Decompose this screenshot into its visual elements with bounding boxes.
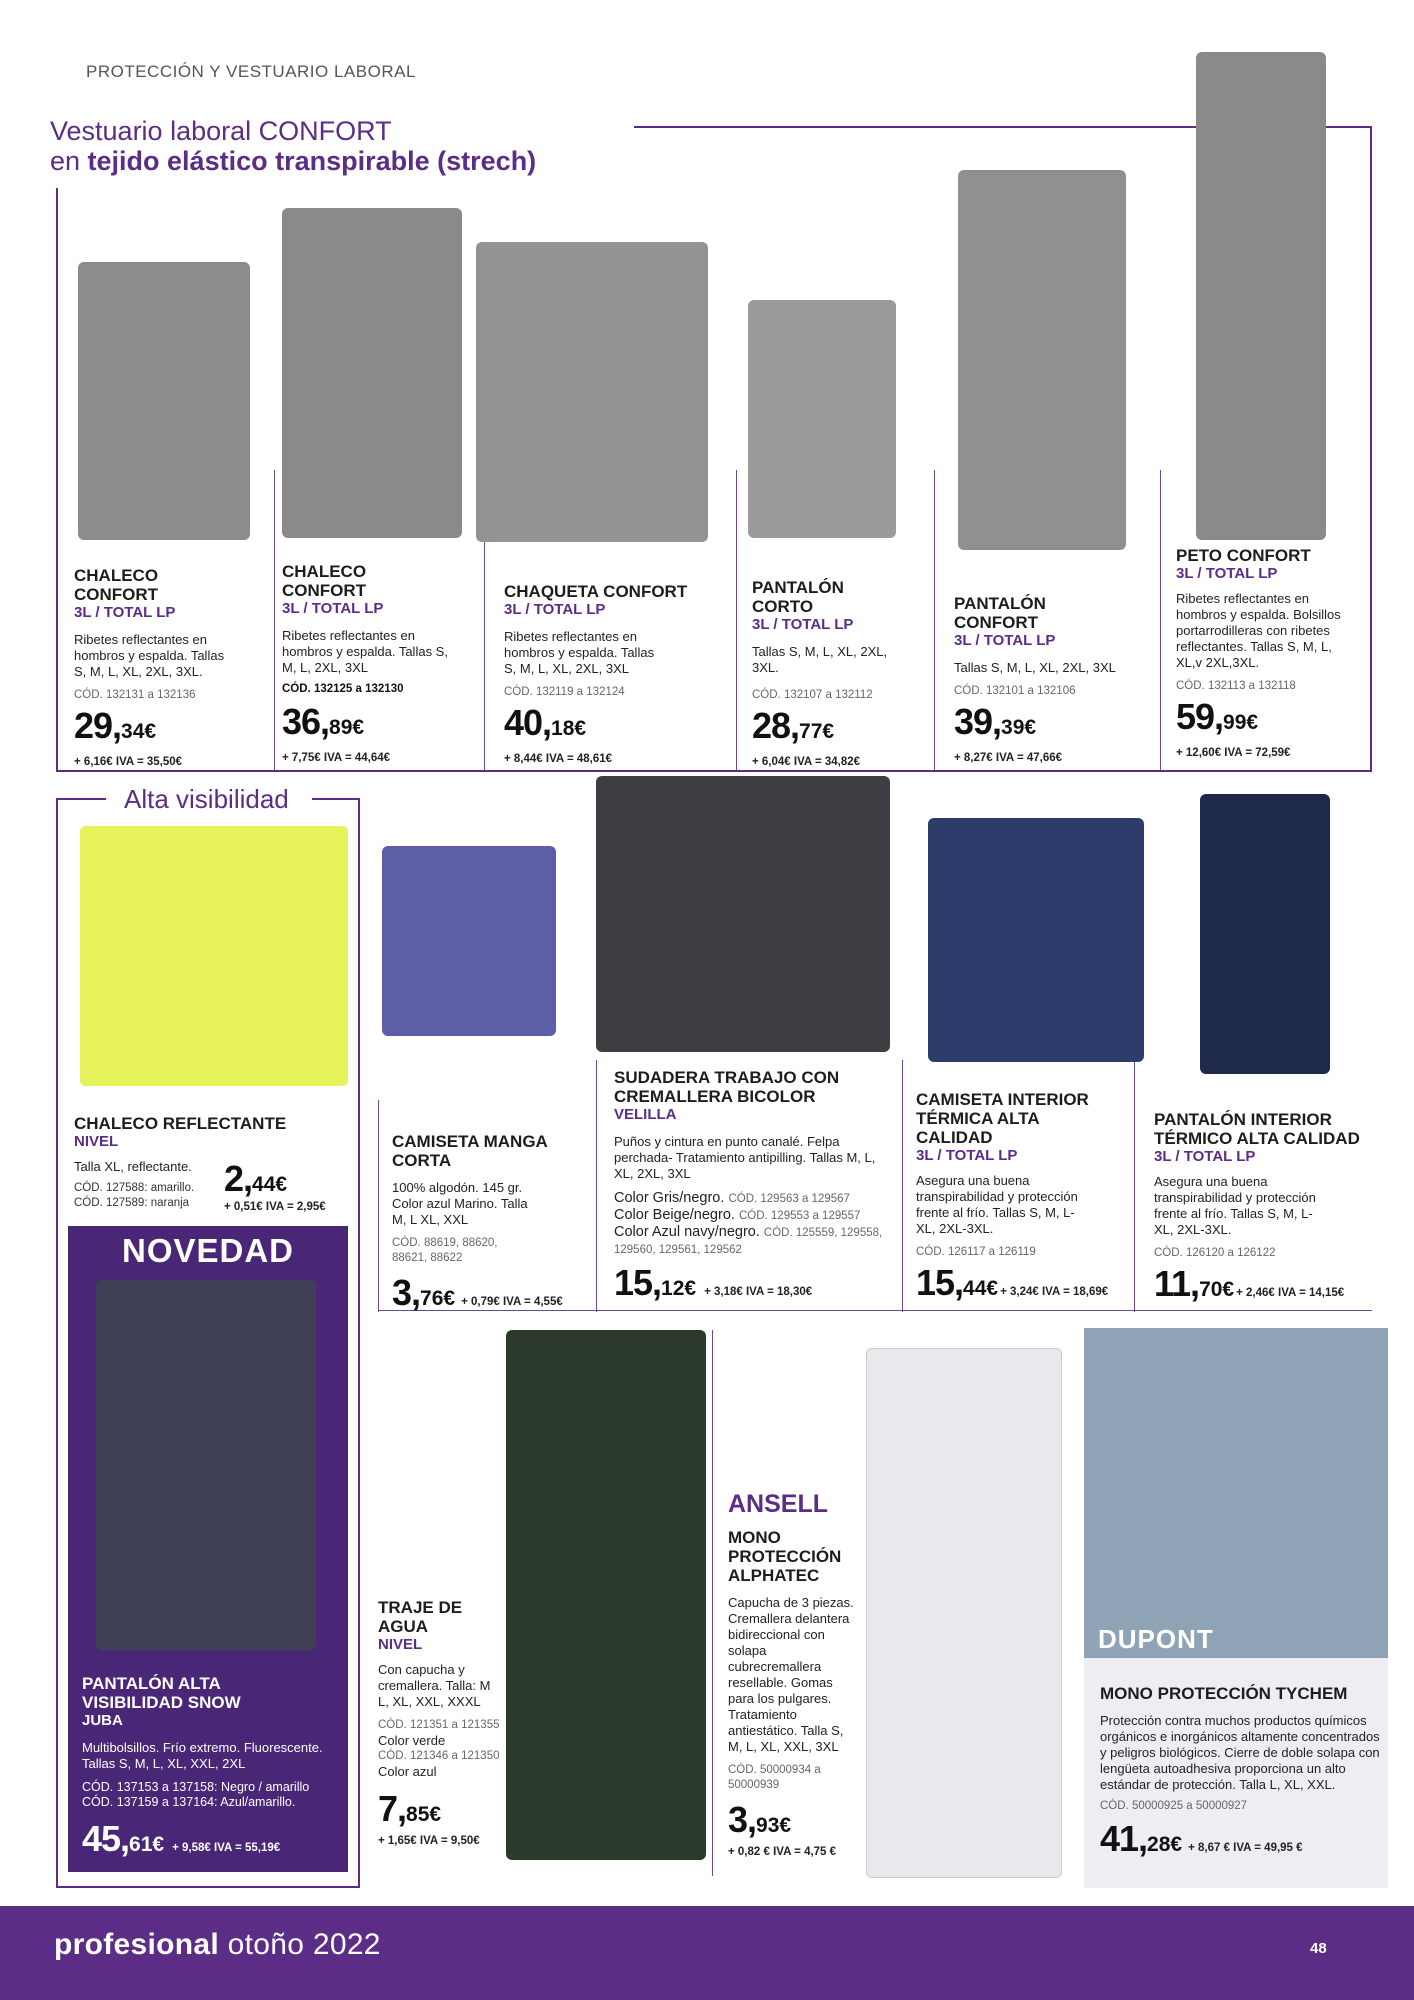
product-price: 59,99€ xyxy=(1176,696,1259,737)
product-iva: + 6,16€ IVA = 35,50€ xyxy=(74,756,183,768)
product-iva: + 0,79€ IVA = 4,55€ xyxy=(461,1296,563,1308)
page-number: 48 xyxy=(1310,1940,1327,1957)
chaleco-confort-image xyxy=(78,262,250,540)
product-price: 15,44€ xyxy=(916,1262,999,1303)
divider xyxy=(596,1060,597,1312)
footer-brand: profesional xyxy=(54,1928,219,1961)
product-desc: Ribetes reflectantes en hombros y espalda. Tallas S, M, L, XL, 2XL, 3XL. xyxy=(74,632,225,679)
product-pantalon-interior xyxy=(1154,1110,1374,1309)
novedad-label: NOVEDAD xyxy=(121,1232,295,1269)
chaqueta-confort-image xyxy=(476,242,708,542)
product-name: CAMISETA MANGA CORTA xyxy=(392,1132,548,1170)
product-desc: 100% algodón. 145 gr. Color azul Marino. Talla M, L XL, XXL xyxy=(392,1180,528,1227)
product-iva: + 0,82 € IVA = 4,75 € xyxy=(728,1846,837,1858)
product-brand: 3L / TOTAL LP xyxy=(954,632,1056,649)
alta-frame-bottom xyxy=(56,1886,360,1888)
product-name: SUDADERA TRABAJO CON CREMALLERA BICOLOR xyxy=(614,1068,840,1106)
product-price: 45,61€ xyxy=(82,1818,165,1859)
product-name: MONO PROTECCIÓN ALPHATEC xyxy=(728,1528,842,1585)
product-iva: + 7,75€ IVA = 44,64€ xyxy=(282,752,391,764)
product-chaleco-confort-2 xyxy=(282,562,478,765)
product-code: CÓD. 50000925 a 50000927 xyxy=(1100,1800,1248,1812)
product-iva: + 2,46€ IVA = 14,15€ xyxy=(1236,1287,1345,1299)
product-iva: + 8,27€ IVA = 47,66€ xyxy=(954,752,1063,764)
product-code: CÓD. 132101 a 132106 xyxy=(954,685,1076,697)
product-sudadera xyxy=(614,1068,904,1308)
mono-alphatec-image xyxy=(866,1348,1062,1878)
product-desc: Tallas S, M, L, XL, 2XL, 3XL. xyxy=(752,644,888,675)
product-name: PANTALÓN CORTO xyxy=(752,578,844,616)
product-desc: Asegura una buena transpirabilidad y protección frente al frío. Tallas S, M, L-XL, 2XL-3XL. xyxy=(1154,1174,1316,1237)
product-price: 41,28€ xyxy=(1100,1818,1183,1859)
product-iva: + 12,60€ IVA = 72,59€ xyxy=(1176,747,1291,759)
product-chaleco-confort xyxy=(74,566,270,769)
product-desc: Ribetes reflectantes en hombros y espalda. Tallas S, M, L, 2XL, 3XL xyxy=(282,628,448,675)
title-line-2: en tejido elástico transpirable (strech) xyxy=(50,146,537,176)
color-row-2: Color Beige/negro. CÓD. 129553 a 129557 xyxy=(614,1207,861,1223)
product-name: CHALECO CONFORT xyxy=(74,566,159,604)
product-pantalon-snow xyxy=(82,1674,342,1864)
product-brand: 3L / TOTAL LP xyxy=(504,601,606,618)
product-price: 40,18€ xyxy=(504,702,587,743)
product-desc: Capucha de 3 piezas. Cremallera delantera bidireccional con solapa cubrecremallera resellable. Gomas para los pulgares. Tratamiento antiestático. Talla S, M, L, XL, XXL, 3XL xyxy=(728,1595,854,1754)
product-price: 29,34€ xyxy=(74,705,157,746)
alta-frame-right xyxy=(358,798,360,1888)
product-color-1: Color verde xyxy=(378,1733,446,1748)
mono-tychem-image xyxy=(1084,1328,1388,1658)
divider xyxy=(934,470,935,770)
camiseta-interior-image xyxy=(928,818,1144,1062)
divider xyxy=(378,1100,379,1312)
title-bold: tejido elástico transpirable (strech) xyxy=(87,146,537,176)
frame-right-line xyxy=(1370,126,1372,772)
product-desc: Con capucha y cremallera. Talla: M L, XL, XXL, XXXL xyxy=(378,1662,491,1709)
chaleco-reflectante-image xyxy=(80,826,348,1086)
product-desc: Ribetes reflectantes en hombros y espalda. Bolsillos portarrodilleras con ribetes reflectantes. Tallas S, M, L, XL,v 2XL,3XL. xyxy=(1176,591,1341,670)
product-iva: + 3,24€ IVA = 18,69€ xyxy=(1000,1286,1109,1298)
product-price: 39,39€ xyxy=(954,701,1037,742)
alta-frame-top-right xyxy=(312,798,360,800)
product-name: CHALECO REFLECTANTE xyxy=(74,1114,287,1133)
product-desc: Asegura una buena transpirabilidad y protección frente al frío. Tallas S, M, L-XL, 2XL-3XL. xyxy=(916,1173,1078,1236)
product-brand: VELILLA xyxy=(614,1106,677,1123)
pantalon-confort-image xyxy=(958,170,1126,550)
product-desc: Puños y cintura en punto canalé. Felpa perchada- Tratamiento antipilling. Tallas M, L, XL, 2XL, 3XL xyxy=(614,1134,876,1181)
divider xyxy=(1160,470,1161,770)
product-brand: JUBA xyxy=(82,1712,123,1729)
product-brand: 3L / TOTAL LP xyxy=(74,604,176,621)
product-name: PETO CONFORT xyxy=(1176,546,1311,565)
product-name: PANTALÓN CONFORT xyxy=(954,594,1046,632)
section-header: PROTECCIÓN Y VESTUARIO LABORAL xyxy=(86,62,416,81)
product-code-2: CÓD. 127589: naranja xyxy=(74,1197,190,1209)
product-iva: + 1,65€ IVA = 9,50€ xyxy=(378,1835,480,1847)
product-name: TRAJE DE AGUA xyxy=(378,1598,463,1636)
color-row-1: Color Gris/negro. CÓD. 129563 a 129567 xyxy=(614,1190,850,1206)
product-code-2: CÓD. 137159 a 137164: Azul/amarillo. xyxy=(82,1795,296,1809)
frame-left-line xyxy=(56,188,58,772)
product-code: CÓD. 132125 a 132130 xyxy=(282,683,404,695)
product-code: CÓD. 132119 a 132124 xyxy=(504,686,625,698)
product-brand: 3L / TOTAL LP xyxy=(1176,565,1278,582)
product-brand: 3L / TOTAL LP xyxy=(1154,1148,1256,1165)
brand-label: ANSELL xyxy=(728,1490,828,1518)
product-peto-confort xyxy=(1176,546,1366,760)
product-code: CÓD. 132113 a 132118 xyxy=(1176,680,1296,692)
product-code-1: CÓD. 137153 a 137158: Negro / amarillo xyxy=(82,1780,310,1794)
product-code: CÓD. 50000934 a 50000939 xyxy=(728,1764,821,1791)
product-iva: + 6,04€ IVA = 34,82€ xyxy=(752,756,861,768)
product-camiseta-manga-corta xyxy=(392,1132,588,1318)
pantalon-snow-image xyxy=(96,1280,316,1650)
peto-confort-image xyxy=(1196,52,1326,540)
title-line-1: Vestuario laboral CONFORT xyxy=(50,116,392,146)
product-camiseta-interior xyxy=(916,1090,1140,1308)
product-iva: + 9,58€ IVA = 55,19€ xyxy=(172,1842,281,1854)
chaleco-reflectante-iva: + 0,51€ IVA = 2,95€ xyxy=(224,1201,326,1213)
alta-visibilidad-label: Alta visibilidad xyxy=(118,784,295,815)
product-brand: 3L / TOTAL LP xyxy=(282,600,384,617)
pantalon-interior-image xyxy=(1200,794,1330,1074)
color-row-3: Color Azul navy/negro. CÓD. 125559, 129558, 129560, 129561, 129562 xyxy=(614,1224,883,1256)
product-name: PANTALÓN ALTA VISIBILIDAD SNOW xyxy=(82,1674,241,1712)
product-chaqueta-confort xyxy=(504,582,724,766)
product-price: 15,12€ xyxy=(614,1262,697,1303)
product-color-2: Color azul xyxy=(378,1764,437,1779)
alta-frame-top-left xyxy=(56,798,106,800)
product-chaleco-reflectante xyxy=(74,1114,354,1211)
chaleco-confort-2-image xyxy=(282,208,462,538)
product-desc: Ribetes reflectantes en hombros y espalda. Tallas S, M, L, XL, 2XL, 3XL xyxy=(504,629,655,676)
chaleco-reflectante-price: 2,44€ xyxy=(224,1158,288,1199)
product-code-1: CÓD. 127588: amarillo. xyxy=(74,1182,195,1194)
product-pantalon-confort xyxy=(954,594,1150,765)
product-code: CÓD. 88619, 88620, 88621, 88622 xyxy=(392,1237,498,1264)
divider xyxy=(736,470,737,770)
product-mono-alphatec xyxy=(728,1490,868,1859)
camiseta-manga-corta-image xyxy=(382,846,556,1036)
divider xyxy=(712,1330,713,1876)
pantalon-corto-image xyxy=(748,300,896,538)
footer-title xyxy=(54,1928,381,1962)
product-price: 28,77€ xyxy=(752,705,835,746)
product-code: CÓD. 132107 a 132112 xyxy=(752,689,873,701)
page-title xyxy=(50,116,536,176)
product-name: MONO PROTECCIÓN TYCHEM xyxy=(1100,1684,1348,1703)
product-iva: + 8,67 € IVA = 49,95 € xyxy=(1188,1842,1303,1854)
alta-frame-left xyxy=(56,798,58,1888)
product-name: CHAQUETA CONFORT xyxy=(504,582,688,601)
product-traje-agua xyxy=(378,1598,508,1848)
product-price: 3,93€ xyxy=(728,1799,792,1840)
product-code-1: CÓD. 121351 a 121355 xyxy=(378,1719,500,1731)
product-price: 11,70€ xyxy=(1154,1263,1235,1304)
product-mono-tychem xyxy=(1100,1684,1380,1864)
product-name: PANTALÓN INTERIOR TÉRMICO ALTA CALIDAD xyxy=(1154,1110,1360,1148)
product-desc: Tallas S, M, L, XL, 2XL, 3XL xyxy=(954,660,1116,675)
product-desc: Talla XL, reflectante. xyxy=(74,1159,192,1174)
product-iva: + 8,44€ IVA = 48,61€ xyxy=(504,753,613,765)
product-name: CHALECO CONFORT xyxy=(282,562,367,600)
sudadera-image xyxy=(596,776,890,1052)
product-code-2: CÓD. 121346 a 121350 xyxy=(378,1750,500,1762)
product-price: 3,76€ xyxy=(392,1272,456,1313)
product-brand: 3L / TOTAL LP xyxy=(916,1147,1018,1164)
product-code: CÓD. 126120 a 126122 xyxy=(1154,1247,1276,1259)
product-code: CÓD. 126117 a 126119 xyxy=(916,1246,1036,1258)
product-desc: Multibolsillos. Frío extremo. Fluorescente. Tallas S, M, L, XL, XXL, 2XL xyxy=(82,1740,323,1771)
product-iva: + 3,18€ IVA = 18,30€ xyxy=(704,1286,813,1298)
product-price: 7,85€ xyxy=(378,1788,442,1829)
frame-bottom-line xyxy=(56,770,1372,772)
product-name: CAMISETA INTERIOR TÉRMICA ALTA CALIDAD xyxy=(916,1090,1089,1147)
product-code: CÓD. 132131 a 132136 xyxy=(74,689,196,701)
footer-season: otoño 2022 xyxy=(227,1928,381,1961)
product-brand: 3L / TOTAL LP xyxy=(752,616,854,633)
traje-agua-image xyxy=(506,1330,706,1860)
product-price: 36,89€ xyxy=(282,701,365,742)
product-brand: NIVEL xyxy=(74,1133,119,1150)
product-desc: Protección contra muchos productos químicos orgánicos e inorgánicos altamente concentrados y peligros biológicos. Cierre de doble solapa con lengüeta autoadhesiva proporciona un alto estándar de protección. Talla L, XL, XXL. xyxy=(1100,1713,1380,1792)
product-pantalon-corto xyxy=(752,578,922,769)
product-brand: NIVEL xyxy=(378,1636,423,1653)
divider xyxy=(274,470,275,770)
dupont-label: DUPONT xyxy=(1098,1624,1214,1654)
